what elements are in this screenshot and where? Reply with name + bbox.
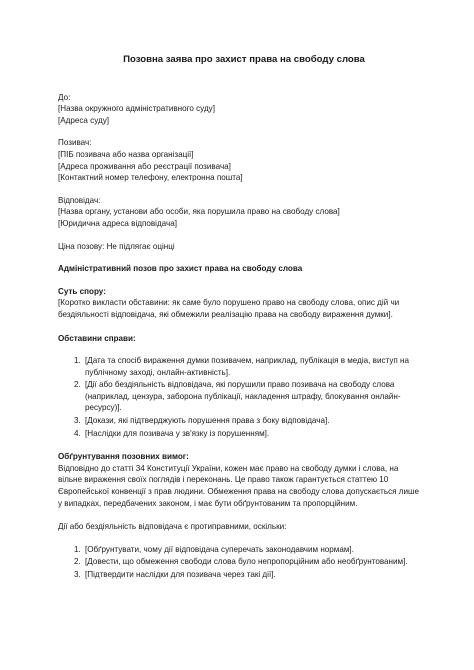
list-item: 1. [Обґрунтувати, чому дії відповідача суперечать законодавчим нормам].	[83, 544, 424, 556]
court-address: [Адреса суду]	[58, 115, 110, 125]
defendant-name: [Назва органу, установи або особи, яка порушила право на свободу слова]	[58, 207, 340, 217]
grounds-section	[58, 451, 424, 580]
defendant-address: [Юридична адреса відповідача]	[58, 218, 177, 228]
list-item: 2. [Дії або бездіяльність відповідача, які порушили право позивача на свободу слова (наприклад, цензура, заборона публікації, накладення штрафу, блокування онлайн-ресурсу)].	[83, 379, 424, 414]
plaintiff-label: Позивач:	[58, 138, 92, 148]
list-item: 2. [Довести, що обмеження свободи слова було непропорційним або необґрунтованим].	[83, 556, 424, 568]
claim-heading: Адміністративний позов про захист права на свободу слова	[58, 264, 303, 274]
essence-text: [Коротко викласти обставини: як саме було порушено право на свободу слова, опис дій чи бездіяльності відповідача, які обмежили реалізацію права на свободу вираження думки].	[58, 298, 400, 319]
claim-value: Ціна позову: Не підлягає оцінці	[58, 241, 175, 251]
circumstances-section	[58, 333, 424, 440]
plaintiff-contacts: [Контактний номер телефону, електронна пошта]	[58, 173, 243, 183]
essence-heading: Суть спору:	[58, 286, 106, 296]
defendant-label: Відповідач:	[58, 195, 101, 205]
addressee-block	[58, 92, 424, 127]
grounds-heading: Обґрунтування позовних вимог:	[58, 452, 189, 462]
document-title: Позовна заява про захист права на свободу слова	[123, 54, 365, 65]
addressee-label: До:	[58, 92, 71, 102]
circumstances-heading: Обставини справи:	[58, 333, 136, 343]
plaintiff-address: [Адреса проживання або реєстрації позивача]	[58, 161, 231, 171]
list-item: 3. [Підтвердити наслідки для позивача через такі дії].	[83, 569, 424, 581]
circumstances-list	[58, 355, 424, 439]
list-item: 1. [Дата та спосіб вираження думки позивачем, наприклад, публікація в медіа, виступ на публічному заході, онлайн-активність].	[83, 355, 424, 378]
grounds-list	[58, 544, 424, 581]
grounds-text: Відповідно до статті 34 Конституції України, кожен має право на свободу думки і слова, на вільне вираження своїх поглядів і переконань. Це право також гарантується статтею 10 Європейської конвенції з прав людини. Обмеження права на свободу слова допускається лише у випадках, передбачених законом, і має бути обґрунтованим та пропорційним.	[58, 463, 420, 508]
essence-section	[58, 286, 424, 321]
plaintiff-name: [ПІБ позивача або назва організації]	[58, 149, 194, 159]
list-item: 4. [Наслідки для позивача у зв'язку із порушенням].	[83, 428, 424, 440]
defendant-block	[58, 195, 424, 230]
plaintiff-block	[58, 137, 424, 183]
court-name: [Назва окружного адміністративного суду]	[58, 104, 215, 114]
list-item: 3. [Докази, які підтверджують порушення права з боку відповідача].	[83, 415, 424, 427]
grounds-intro: Дії або бездіяльність відповідача є протиправними, оскільки:	[58, 522, 287, 532]
